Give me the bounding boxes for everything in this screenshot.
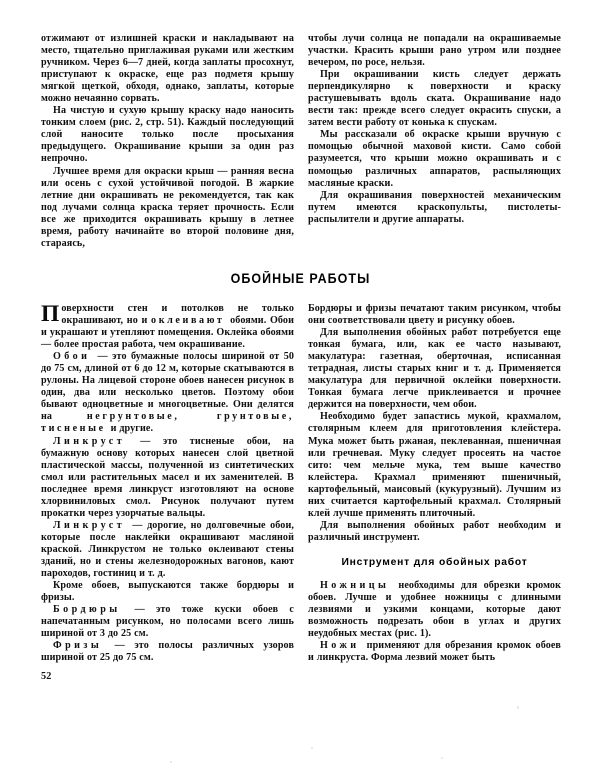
paragraph xyxy=(41,604,294,640)
paragraph: Лучшее время для окраски крыш — ранняя весна или осень с сухой устойчивой погодой. В жаркие летние дни окрашивать не рекомендуется, так как под лучами солнца краска теряет прочность. Если все же приходится окрашивать крышу в летнее время, работу начинайте во второй половине дня, стараясь, xyxy=(41,165,294,249)
scan-speckle xyxy=(517,706,519,709)
paragraph: При окрашивании кисть следует держать перпендикулярно к поверхности и краску растушевывать вдоль ската. Окрашивание надо вести так: прежде всего следует окрасить спуски, а затем вести работу от конька к спускам. xyxy=(308,69,561,129)
paragraph: Для выполнения обойных работ потребуется еще тонкая бумага, или, как ее часто называют, макулатура: газетная, оберточная, исписанная тетрадная, листы старых книг и т. д. Применяется макулатура для первичной оклейки поверхности. Тонкая бумага легче приклеивается и прочнее держится на поверхности, чем обои. xyxy=(308,327,561,411)
top-text-block xyxy=(41,33,561,250)
paragraph: Мы рассказали об окраске крыши вручную с помощью обычной маховой кисти. Само собой разумеется, что крыши можно окрашивать и с помощью различных аппаратов, распыляющих масляные краски. xyxy=(308,129,561,189)
text-run: и другие. xyxy=(107,423,154,435)
text-run: применяют для обрезания кромок обоев и линкруста. Форма лезвий может быть xyxy=(308,640,561,664)
lead-term: Линкруст xyxy=(53,519,126,531)
body-text-block xyxy=(41,303,561,664)
text-run: необходимы для обрезки кромок обоев. Лучше и удобнее ножницы с длинными лезвиями и узкими концами, которые дают возможность подрезать обои в углах и других неудобных местах (рис. 1). xyxy=(308,579,561,640)
lead-term: Обои xyxy=(53,351,91,363)
emphasis-run: оклеивают xyxy=(151,315,225,327)
paragraph xyxy=(41,351,294,435)
text-run: обоями. Обои и украшают и утепляют помещения. Оклейка обоями — более простая работа, чем окрашивание. xyxy=(41,315,295,351)
text-run: — это тоже куски обоев с напечатанным рисунком, но полосами всего лишь шириной от 3 до 25 см. xyxy=(41,604,294,640)
paragraph: Бордюры и фризы печатают таким рисунком, чтобы они соответствовали цвету и рисунку обоев. xyxy=(308,303,561,327)
lead-term: Линкруст xyxy=(53,435,126,447)
paragraph: Для выполнения обойных работ необходим и различный инструмент. xyxy=(308,519,561,543)
paragraph: Необходимо будет запастись мукой, крахмалом, столярным клеем для приготовления клейстера. Мука может быть ржаная, пеклеванная, пшеничная или гречневая. Муку следует просеять на частое сито: чем мельче мука, тем выше качество клейстера. Крахмал применяют пшеничный, картофельный, маисовый (кукурузный). Лучшим из них считается картофельный крахмал. Столярный клей лучше применять плиточный. xyxy=(308,411,561,519)
lead-term: Ножницы xyxy=(320,579,390,591)
paragraph: На чистую и сухую крышу краску надо наносить тонким слоем (рис. 2, стр. 51). Каждый последующий слой наносите только после просыхания предыдущего. Окрашивание крыши за один раз непрочно. xyxy=(41,105,294,165)
paragraph xyxy=(41,580,294,604)
top-right-column xyxy=(308,33,561,250)
scan-speckle xyxy=(311,747,313,749)
paragraph xyxy=(41,640,294,664)
paragraph xyxy=(308,580,561,640)
lead-term: Фризы xyxy=(53,640,103,652)
paragraph xyxy=(41,303,294,351)
emphasis-run: негрунтовые, грунтовые, тисненые xyxy=(41,411,294,435)
paragraph xyxy=(308,640,561,664)
paragraph: чтобы лучи солнца не попадали на окрашиваемые участки. Красить крыши рано утром или позднее вечером, по росе, нельзя. xyxy=(308,33,561,69)
paragraph: отжимают от излишней краски и накладывают на место, тщательно приглаживая руками или жестким ручником. Через 6—7 дней, когда заплаты просохнут, приступают к окраске, еще раз подметя крышу мягкой щеткой, обходя, однако, заплаты, которые можно нечаянно сорвать. xyxy=(41,33,294,105)
paragraph xyxy=(41,520,294,580)
page-number: 52 xyxy=(41,671,52,682)
text-run: оверхности стен и потолков не только окрашивают, но и xyxy=(61,303,294,327)
drop-cap: П xyxy=(41,301,60,327)
text-run: Кроме обоев, выпускаются также бордюры и фризы. xyxy=(41,580,294,604)
section-heading: ОБОЙНЫЕ РАБОТЫ xyxy=(230,271,371,286)
lead-term: Ножи xyxy=(320,640,360,652)
tools-subheading: Инструмент для обойных работ xyxy=(341,556,528,568)
scan-speckle xyxy=(170,761,172,763)
text-run: — это полосы различных узоров шириной от 25 до 75 см. xyxy=(41,640,294,664)
scan-speckle xyxy=(441,757,443,759)
body-right-column xyxy=(308,303,561,664)
lead-term: Бордюры xyxy=(53,604,121,616)
dropcap-paragraph xyxy=(41,303,294,351)
text-run: — это тисненые обои, на бумажную основу которых нанесен слой цветной пластической массы, полученной из синтетических смол или растительных масел и их заменителей. В последнее время линкруст изготовляют на основе хлорвиниловых смол. Рисунок получают путем прокатки через узорчатые вальцы. xyxy=(41,435,294,519)
paragraph: Для окрашивания поверхностей механическим путем имеются краскопульты, пистолеты-распылители и другие аппараты. xyxy=(308,189,561,225)
body-left-column xyxy=(41,303,294,664)
text-run: — дорогие, но долговечные обои, которые после наклейки окрашивают масляной краской. Линкрустом не только оклеивают стены зданий, но и стены железнодорожных вагонов, кают пароходов, гостиниц и т. д. xyxy=(41,519,294,580)
top-left-column xyxy=(41,33,294,250)
paragraph xyxy=(41,436,294,520)
text-run: — это бумажные полосы шириной от 50 до 75 см, длиной от 6 до 12 м, которые скатываются в рулоны. На лицевой стороне обоев нанесен рисунок в один, два или несколько цветов. Поэтому обои бывают одноцветные и многоцветные. Они делятся на xyxy=(41,351,294,423)
